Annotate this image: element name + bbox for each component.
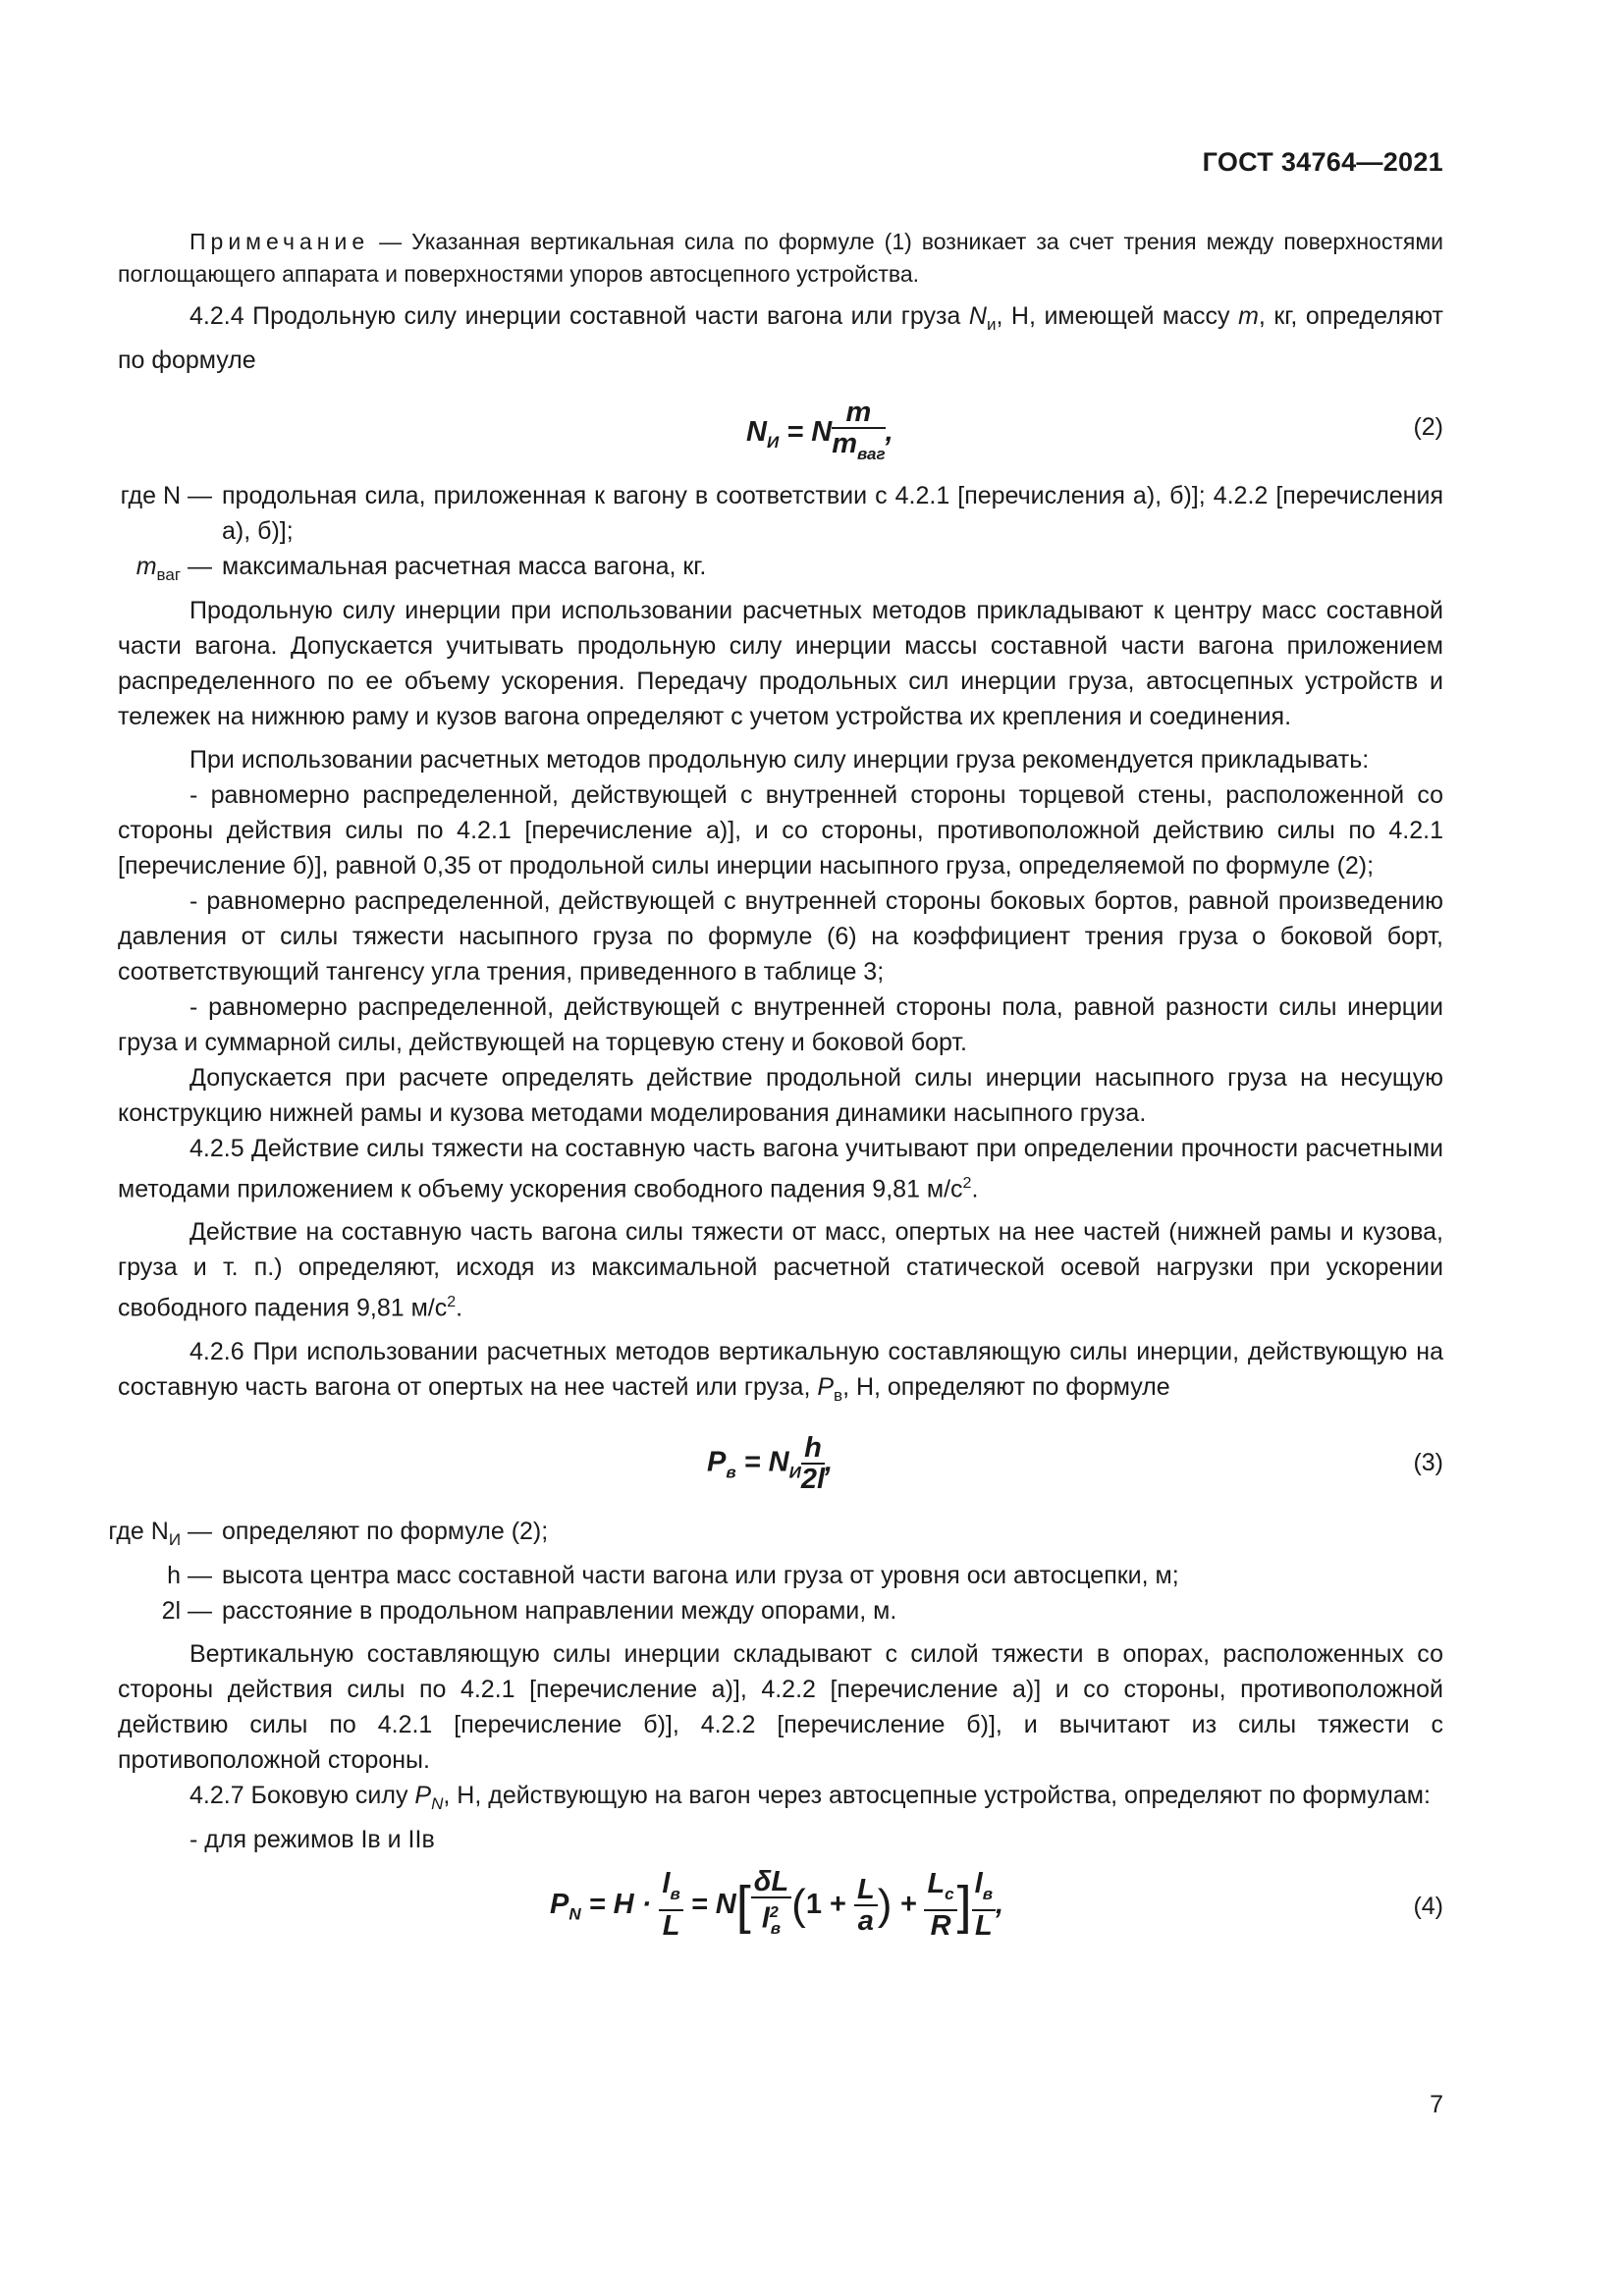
fraction [924,1869,956,1941]
formula-lhs-subscript: N [568,1904,581,1924]
formula-lhs: P [707,1446,727,1478]
symbol-subscript: в [834,1385,843,1405]
definition-row [10,478,1443,549]
fraction-numerator: L [854,1875,878,1906]
left-bracket: [ [735,1875,751,1935]
list-item: - равномерно распределенной, действующей с внутренней стороны боковых бортов, равной произведению давления от силы тяжести насыпного груза по формуле (6) на коэффициент трения груза о боковой борт, соответствующий тангенсу угла трения, приведенного в таблице 3; [118,887,1443,986]
body-paragraph [118,1214,1443,1325]
denominator-subscript: в [770,1919,782,1939]
superscript: 2 [447,1294,457,1311]
denominator-subscript: ваг [856,444,886,463]
formula-3-number: (3) [1413,1448,1443,1476]
definition-text: высота центра масс составной части вагона или груза от уровня оси автосцепки, м; [222,1561,1179,1589]
fraction-denominator: 2l [800,1463,826,1495]
fraction-denominator: L [662,1910,680,1943]
denominator-symbol: m [832,428,857,459]
right-bracket: ] [956,1875,972,1935]
right-paren: ) [877,1880,893,1929]
fraction [751,1867,791,1944]
fraction [659,1869,682,1941]
numerator-symbol: l [662,1868,671,1900]
fraction-denominator: L [974,1910,993,1943]
text-run: , Н, имеющей массу [996,302,1239,330]
formula-2-number: (2) [1413,413,1443,441]
page-content [108,226,1443,1963]
definition-row [10,1558,1443,1593]
formula-term: + [892,1888,925,1920]
text-run: , Н, действующую на вагон через автосцепные устройства, определяют по формулам: [443,1781,1431,1809]
symbol-subscript: и [986,315,997,334]
fraction-numerator: δL [751,1867,791,1898]
definition-label: 2l — [161,1596,212,1625]
denominator-superscript: 2 [769,1903,779,1921]
formula-3-expression [707,1433,833,1494]
note-text: — Указанная вертикальная сила по формуле (1) возникает за счет трения между поверхностями поглощающего аппарата и поверхностями упоров автосцепного устройства. [118,229,1443,287]
formula-3-definitions [108,1514,1443,1629]
formula-rhs-subscript: И [788,1463,801,1482]
definition-row [10,1593,1443,1629]
fraction-denominator [832,429,885,469]
label-dash: — [181,1517,212,1545]
definition-text: определяют по формуле (2); [222,1517,549,1545]
definition-label [10,549,212,593]
numerator-symbol: l [974,1868,983,1900]
fraction-numerator [972,1869,996,1911]
symbol-m: m [1238,302,1259,330]
symbol-P: P [817,1372,835,1401]
formula-tail: , [996,1888,1004,1920]
list-item: - равномерно распределенной, действующей с внутренней стороны пола, равной разности силы инерции груза и суммарной силы, действующей на торцевую стену и боковой борт. [118,993,1443,1056]
label-symbol: m [135,553,157,580]
numerator-subscript: в [670,1885,680,1904]
text-run: , кг, определяют по формуле [118,302,1443,374]
definition-text: расстояние в продольном направлении между опорами, м. [222,1596,897,1625]
definition-label: h — [167,1561,212,1589]
note-label: Примечание [189,229,370,254]
definition-label: где N — [120,482,212,509]
text-run: 4.2.6 При использовании расчетных методов вертикальную составляющую силы инерции, действующую на составную часть вагона от опертых на нее частей или груза, [118,1337,1443,1401]
numerator-subscript: c [945,1885,954,1904]
text-run: 4.2.4 Продольную силу инерции составной части вагона или груза [189,302,969,330]
formula-rhs: = N [735,1446,789,1478]
numerator-symbol: L [927,1868,946,1900]
fraction-denominator: R [930,1910,951,1943]
body-paragraph: При использовании расчетных методов продольную силу инерции груза рекомендуется прикладывать: [189,746,1370,774]
mode-list-item: - для режимов Iв и IIв [189,1825,435,1853]
formula-term: = H · [580,1888,660,1920]
definition-row [10,549,1443,593]
symbol-P: P [414,1781,432,1809]
text-run: 4.2.7 Боковую силу [189,1781,415,1809]
definition-label [10,1514,212,1558]
fraction-numerator: m [832,398,885,429]
formula-term: = N [682,1888,736,1920]
text-run: Действие на составную часть вагона силы тяжести от масс, опертых на нее частей (нижней рамы и кузова, груза и т. п.) определяют, исходя из максимальной расчетной статической осевой нагрузки при ускорении свободного падения 9,81 м/с [118,1218,1443,1322]
section-4-2-4-paragraph [118,298,1443,378]
body-paragraph: Вертикальную составляющую силы инерции складывают с силой тяжести в опорах, расположенных со стороны действия силы по 4.2.1 [перечисление а)], 4.2.2 [перечисление а)] и со стороны, противоположной действию силы по 4.2.1 [перечисление б)], 4.2.2 [перечисление б)], и вычитают из силы тяжести с противоположной стороны. [118,1639,1443,1774]
denominator-symbol: l [761,1902,770,1935]
fraction [972,1869,996,1941]
formula-term: 1 + [805,1888,855,1920]
section-4-2-5-paragraph [118,1131,1443,1206]
formula-tail: , [825,1446,834,1478]
formula-lhs-subscript: в [726,1463,736,1482]
formula-4-expression [550,1867,1003,1944]
fraction-numerator [924,1869,956,1911]
document-id-header: ГОСТ 34764—2021 [1202,147,1443,177]
list-item: - равномерно распределенной, действующей с внутренней стороны торцевой стены, расположенной со стороны действия силы по 4.2.1 [перечисление а)], и со стороны, противоположной действию силы по 4.2.1 [перечисление б)], равной 0,35 от продольной силы инерции насыпного груза, определяемой по формуле (2); [118,781,1443,880]
page-number: 7 [1430,2091,1443,2118]
numerator-subscript: в [982,1885,993,1904]
note-paragraph [118,226,1443,291]
formula-2-definitions [118,478,1443,593]
superscript: 2 [962,1175,972,1192]
formula-rhs: = N [779,416,833,449]
fraction [832,398,885,469]
fraction [801,1433,825,1494]
definition-text: максимальная расчетная масса вагона, кг. [222,553,707,580]
formula-lhs: N [746,416,767,449]
formula-lhs: P [550,1888,569,1920]
definition-row [10,1514,1443,1558]
label-symbol: где N [108,1517,169,1545]
text-run: . [971,1175,979,1203]
symbol-subscript: N [431,1793,444,1813]
section-4-2-7-paragraph [118,1778,1443,1822]
text-run: 4.2.5 Действие силы тяжести на составную часть вагона учитывают при определении прочности расчетными методами приложением к объему ускорения свободного падения 9,81 м/с [118,1135,1443,1203]
definition-text: продольная сила, приложенная к вагону в соответствии с 4.2.1 [перечисления а), б)]; 4.2.2 [перечисления а), б)]; [222,482,1443,545]
text-run: , Н, определяют по формуле [842,1372,1170,1401]
fraction-numerator: h [801,1433,825,1465]
formula-4-number: (4) [1413,1892,1443,1920]
fraction-denominator [751,1898,791,1944]
label-subscript: И [168,1529,182,1549]
body-paragraph: Продольную силу инерции при использовании расчетных методов прикладывают к центру масс составной части вагона. Допускается учитывать продольную силу инерции массы составной части вагона приложением распределенного по ее объему ускорения. Передачу продольных сил инерции груза, автосцепных устройств и тележек на нижнюю раму и кузов вагона определяют с учетом устройства их крепления и соединения. [118,597,1443,730]
section-4-2-6-paragraph [118,1334,1443,1414]
text-run: . [456,1294,463,1322]
left-paren: ( [791,1880,806,1929]
body-paragraph: Допускается при расчете определять действие продольной силы инерции насыпного груза на несущую конструкцию нижней рамы и кузова методами моделирования динамики насыпного груза. [118,1064,1443,1127]
label-dash: — [181,553,212,580]
fraction [854,1875,878,1936]
label-subscript: ваг [156,565,182,584]
formula-2 [118,397,1443,463]
formula-2-expression [746,398,893,469]
formula-lhs-subscript: И [766,432,780,452]
fraction-numerator [659,1869,682,1911]
symbol-N: N [968,302,987,330]
fraction-denominator: a [857,1904,874,1937]
formula-3 [118,1433,1443,1496]
formula-tail: , [885,416,893,449]
formula-4 [118,1867,1443,1946]
